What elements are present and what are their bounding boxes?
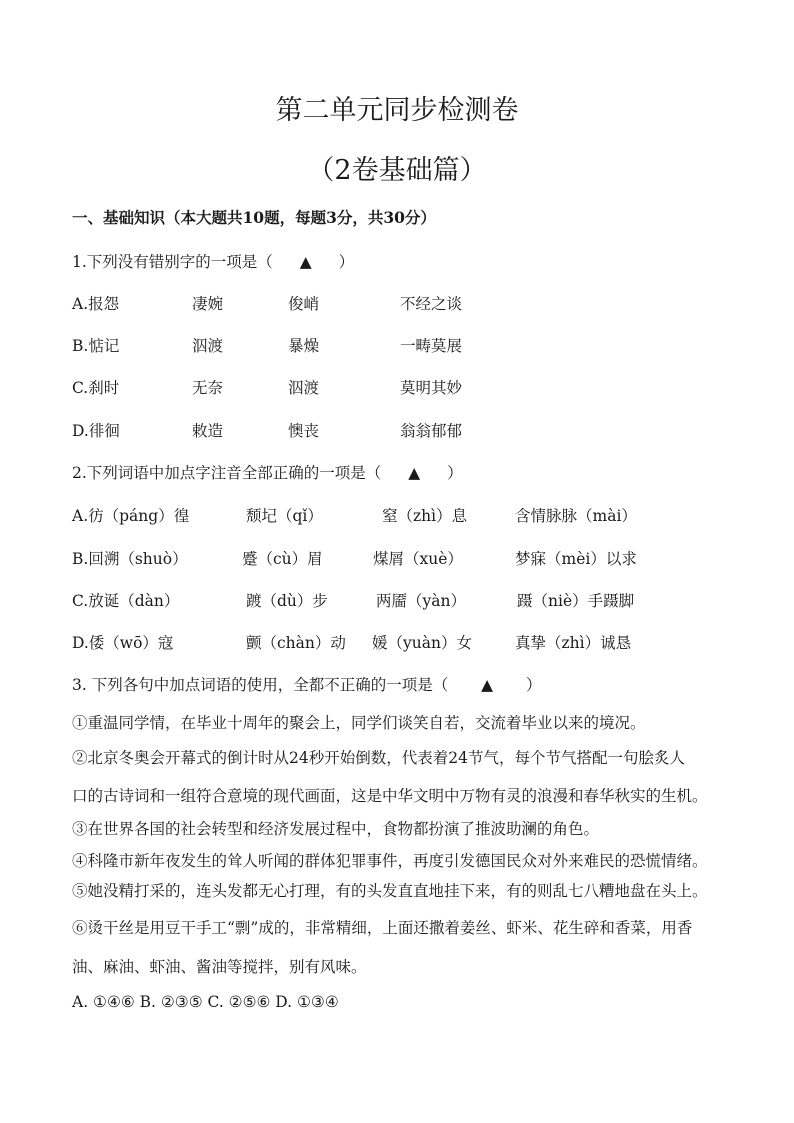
option-cell: A.报怨: [72, 295, 120, 313]
option-cell: 两靥（yàn）: [376, 592, 466, 610]
option-cell: 懊丧: [288, 422, 320, 440]
sentence-4: ④科隆市新年夜发生的耸人听闻的群体犯罪事件，再度引发德国民众对外来难民的恐慌情绪。: [72, 852, 708, 870]
option-cell: 窒（zhì）息: [382, 507, 468, 525]
option-cell: 莫明其妙: [400, 379, 463, 397]
option-cell: 泅渡: [288, 379, 320, 397]
question-3-stem: 3. 下列各句中加点词语的使用，全都不正确的一项是（ ▲ ）: [72, 676, 542, 694]
sentence-6-line-1: ⑥烫干丝是用豆干手工“剽”成的，非常精细，上面还撒着姜丝、虾米、花生碎和香菜，用香: [72, 919, 693, 937]
option-cell: D.徘徊: [72, 422, 120, 440]
option-cell: 踱（dù）步: [246, 592, 328, 610]
option-cell: 俊峭: [288, 295, 320, 313]
option-cell: 不经之谈: [400, 295, 463, 313]
sentence-6-line-2: 油、麻油、虾油、酱油等搅拌，别有风味。: [72, 958, 367, 976]
option-cell: C.刹时: [72, 379, 120, 397]
option-cell: 媛（yuàn）女: [372, 634, 472, 652]
page-subtitle: （2卷基础篇）: [307, 155, 487, 186]
sentence-3: ③在世界各国的社会转型和经济发展过程中，食物都扮演了推波助澜的角色。: [72, 820, 600, 838]
option-cell: 一畴莫展: [400, 337, 463, 355]
page-title: 第二单元同步检测卷: [275, 95, 519, 126]
question-2-stem: 2.下列词语中加点字注音全部正确的一项是（ ▲ ）: [72, 464, 463, 482]
option-cell: 梦寐（mèi）以求: [515, 550, 637, 568]
option-cell: 凄婉: [192, 295, 224, 313]
option-cell: 颓圮（qǐ）: [246, 507, 323, 525]
sentence-5: ⑤她没精打采的，连头发都无心打理，有的头发直直地挂下来，有的则乱七八糟地盘在头上。: [72, 882, 708, 900]
triangle-mark: ▲: [481, 676, 494, 694]
option-cell: 颤（chàn）动: [246, 634, 346, 652]
option-cell: 翁翁郁郁: [400, 422, 463, 440]
triangle-mark: ▲: [299, 253, 312, 271]
answer-choices: A. ①④⑥ B. ②③⑤ C. ②⑤⑥ D. ①③④: [72, 993, 339, 1011]
sentence-1: ①重温同学情，在毕业十周年的聚会上，同学们谈笑自若，交流着毕业以来的境况。: [72, 714, 646, 732]
sentence-2-line-2: 口的古诗词和一组符合意境的现代画面，这是中华文明中万物有灵的浪漫和春华秋实的生机。: [72, 787, 708, 805]
option-cell: C.放诞（dàn）: [72, 592, 180, 610]
option-cell: 泅渡: [192, 337, 224, 355]
option-cell: B.回溯（shuò）: [72, 550, 188, 568]
option-cell: 蹑（niè）手蹑脚: [517, 592, 635, 610]
option-cell: 含情脉脉（mài）: [515, 507, 637, 525]
option-cell: B.惦记: [72, 337, 120, 355]
triangle-mark: ▲: [408, 464, 421, 482]
option-cell: 煤屑（xuè）: [373, 550, 463, 568]
option-cell: D.倭（wō）寇: [72, 634, 174, 652]
option-cell: A.彷（páng）徨: [72, 507, 190, 525]
option-cell: 敕造: [192, 422, 224, 440]
question-1-stem: 1.下列没有错别字的一项是（ ▲ ）: [72, 253, 355, 271]
section-heading: 一、基础知识（本大题共10题，每题3分，共30分）: [72, 208, 436, 227]
option-cell: 暴燥: [288, 337, 320, 355]
sentence-2-line-1: ②北京冬奥会开幕式的倒计时从24秒开始倒数，代表着24节气，每个节气搭配一句脍炙人: [72, 749, 685, 767]
option-cell: 无奈: [192, 379, 224, 397]
option-cell: 真挚（zhì）诚恳: [515, 634, 632, 652]
option-cell: 蹙（cù）眉: [242, 550, 323, 568]
